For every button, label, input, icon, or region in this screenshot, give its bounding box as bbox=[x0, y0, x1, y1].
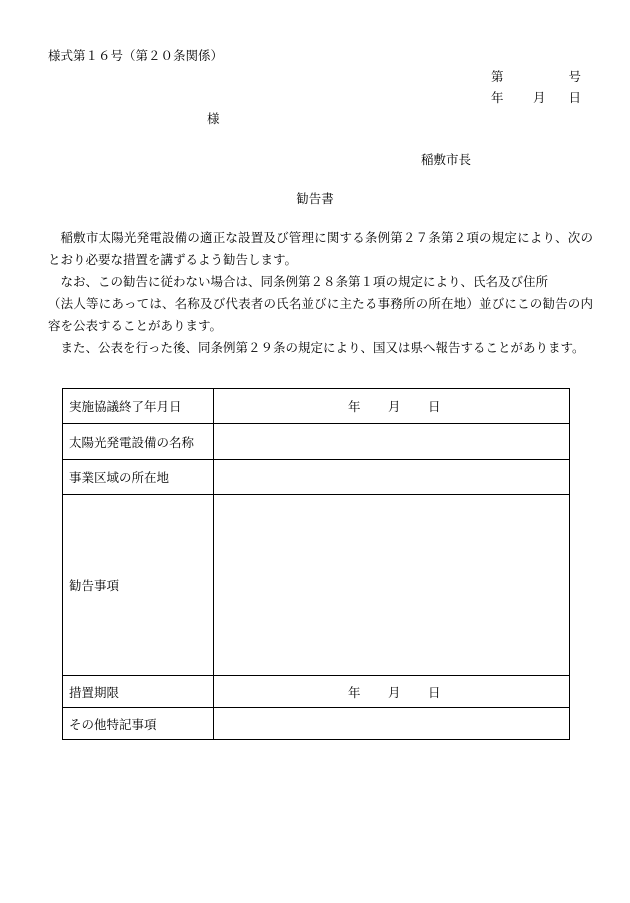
date-year: 年 bbox=[348, 399, 361, 414]
issue-number-prefix: 第 bbox=[491, 69, 504, 84]
row-label-implementation-date: 実施協議終了年月日 bbox=[63, 389, 214, 424]
form-number: 様式第１６号（第２０条関係） bbox=[48, 48, 224, 63]
issuer-name: 稲敷市長 bbox=[421, 152, 472, 167]
row-label-facility-name: 太陽光発電設備の名称 bbox=[63, 424, 214, 460]
implementation-date-field[interactable] bbox=[214, 389, 570, 424]
issue-date-month: 月 bbox=[533, 90, 546, 105]
table-row bbox=[63, 676, 570, 708]
recommendation-items-field[interactable] bbox=[214, 495, 570, 676]
facility-name-field[interactable] bbox=[214, 424, 570, 460]
recommendation-table bbox=[62, 388, 570, 740]
date-day: 日 bbox=[428, 399, 441, 414]
table-row bbox=[63, 708, 570, 740]
document-body bbox=[48, 227, 593, 359]
other-remarks-field[interactable] bbox=[214, 708, 570, 740]
body-paragraph: 稲敷市太陽光発電設備の適正な設置及び管理に関する条例第２７条第２項の規定により、次のとおり必要な措置を講ずるよう勧告します。 bbox=[48, 230, 593, 267]
date-month: 月 bbox=[388, 684, 401, 700]
addressee-honorific: 様 bbox=[207, 111, 220, 126]
table-row bbox=[63, 495, 570, 676]
body-paragraph: なお、この勧告に従わない場合は、同条例第２８条第１項の規定により、氏名及び住所 bbox=[60, 274, 549, 289]
date-year: 年 bbox=[348, 684, 361, 700]
date-day: 日 bbox=[428, 684, 441, 700]
row-label-recommendation-items: 勧告事項 bbox=[63, 495, 214, 676]
document-title: 勧告書 bbox=[296, 191, 334, 206]
action-deadline-field[interactable] bbox=[214, 676, 570, 708]
body-paragraph: （法人等にあっては、名称及び代表者の氏名並びに主たる事務所の所在地）並びにこの勧告の内容を公表することがあります。 bbox=[48, 296, 593, 333]
table-row bbox=[63, 424, 570, 460]
row-label-project-location: 事業区域の所在地 bbox=[63, 460, 214, 495]
row-label-other-remarks: その他特記事項 bbox=[63, 708, 214, 740]
table-row bbox=[63, 460, 570, 495]
table-row bbox=[63, 389, 570, 424]
issue-date-day: 日 bbox=[568, 90, 581, 105]
issue-date bbox=[491, 88, 587, 106]
issue-number-suffix: 号 bbox=[568, 69, 581, 84]
row-label-action-deadline: 措置期限 bbox=[63, 676, 214, 708]
date-month: 月 bbox=[388, 399, 401, 414]
issue-number bbox=[491, 67, 587, 85]
issue-date-year: 年 bbox=[491, 90, 504, 105]
project-location-field[interactable] bbox=[214, 460, 570, 495]
body-paragraph: また、公表を行った後、同条例第２９条の規定により、国又は県へ報告することがあります。 bbox=[60, 340, 585, 355]
